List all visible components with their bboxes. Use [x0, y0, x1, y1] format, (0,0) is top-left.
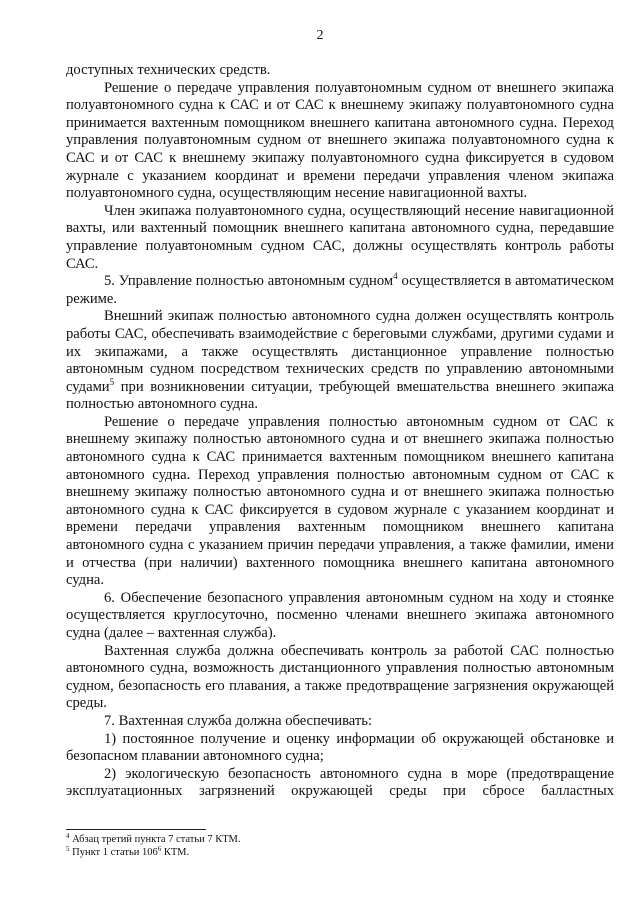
- paragraph: 7. Вахтенная служба должна обеспечивать:: [104, 712, 372, 729]
- paragraph: доступных технических средств.: [66, 62, 271, 78]
- footnote: $^4$ Абзац третий пункта 7 статьи 7 КТМ.: [66, 832, 241, 845]
- footnote-ref: 4: [393, 271, 398, 282]
- page-number: 2: [316, 28, 324, 43]
- paragraph: Вахтенная служба должна обеспечивать контроль за работой САС полностью автономного судна, возможность дистанционного управления полностью автономным судном, безопасность его плавания, а также предотвращение загрязнения окружающей среды.: [66, 642, 614, 712]
- paragraph: 1) постоянное получение и оценку информации об окружающей обстановке и безопасном плавании автономного судна;: [66, 730, 614, 765]
- paragraph: Решение о передаче управления полуавтономным судном от внешнего экипажа полуавтономного судна к САС и от САС к внешнему экипажу полуавтономного судна принимается вахтенным помощником внешнего капитана автономного судна. Переход управления полуавтономным судном от внешнего экипажа полуавтономного судна к САС и от САС к внешнему экипажу полуавтономного судна фиксируется в судовом журнале с указанием координат и времени передачи управления членом экипажа полуавтономного судна, осуществляющим несение навигационной вахты.: [66, 79, 614, 202]
- paragraph: 6. Обеспечение безопасного управления автономным судном на ходу и стоянке осуществляется круглосуточно, посменно членами внешнего экипажа автономного судна (далее – вахтенная служба).: [66, 589, 614, 641]
- paragraph: 5. Управление полностью автономным судном$^4$ осуществляется в автоматическом режиме.: [66, 271, 614, 307]
- paragraph: Член экипажа полуавтономного судна, осуществляющий несение навигационной вахты, или вахтенный помощник внешнего капитана автономного судна, передавшие управление полуавтономным судном САС, должны осуществлять контроль работы САС.: [66, 202, 614, 272]
- paragraph: 2) экологическую безопасность автономного судна в море (предотвращение эксплуатационных загрязнений окружающей среды при сбросе балластных: [66, 765, 614, 800]
- footnotes: [66, 833, 614, 859]
- document-body: [66, 62, 614, 801]
- paragraph: Решение о передаче управления полностью автономным судном от САС к внешнему экипажу полностью автономного судна и от внешнего экипажа полностью автономного судна к САС принимается вахтенным помощником внешнего капитана автономного судна. Переход управления полностью автономным судном от САС к внешнему экипажу полностью автономного судна и от внешнего экипажа полностью автономного судна к САС фиксируется в судовом журнале с указанием координат и времени передачи управления вахтенным помощником внешнего капитана автономного судна с указанием причин передачи управления, а также фамилии, имени и отчества (при наличии) вахтенного помощника внешнего капитана автономного судна.: [66, 413, 614, 589]
- footnote-divider: [66, 829, 206, 830]
- paragraph: Внешний экипаж полностью автономного судна должен осуществлять контроль работы САС, обеспечивать взаимодействие с береговыми службами, другими судами и их экипажами, а также осуществлять дистанционное управление полностью автономным судном посредством технических средств по управлению автономными судами$^5$ при возникновении ситуации, требующей вмешательства внешнего экипажа полностью автономного судна.: [66, 308, 614, 413]
- footnote: $^5$ Пункт 1 статьи $106^6$ КТМ.: [66, 845, 190, 858]
- footnote-ref: 5: [109, 376, 115, 387]
